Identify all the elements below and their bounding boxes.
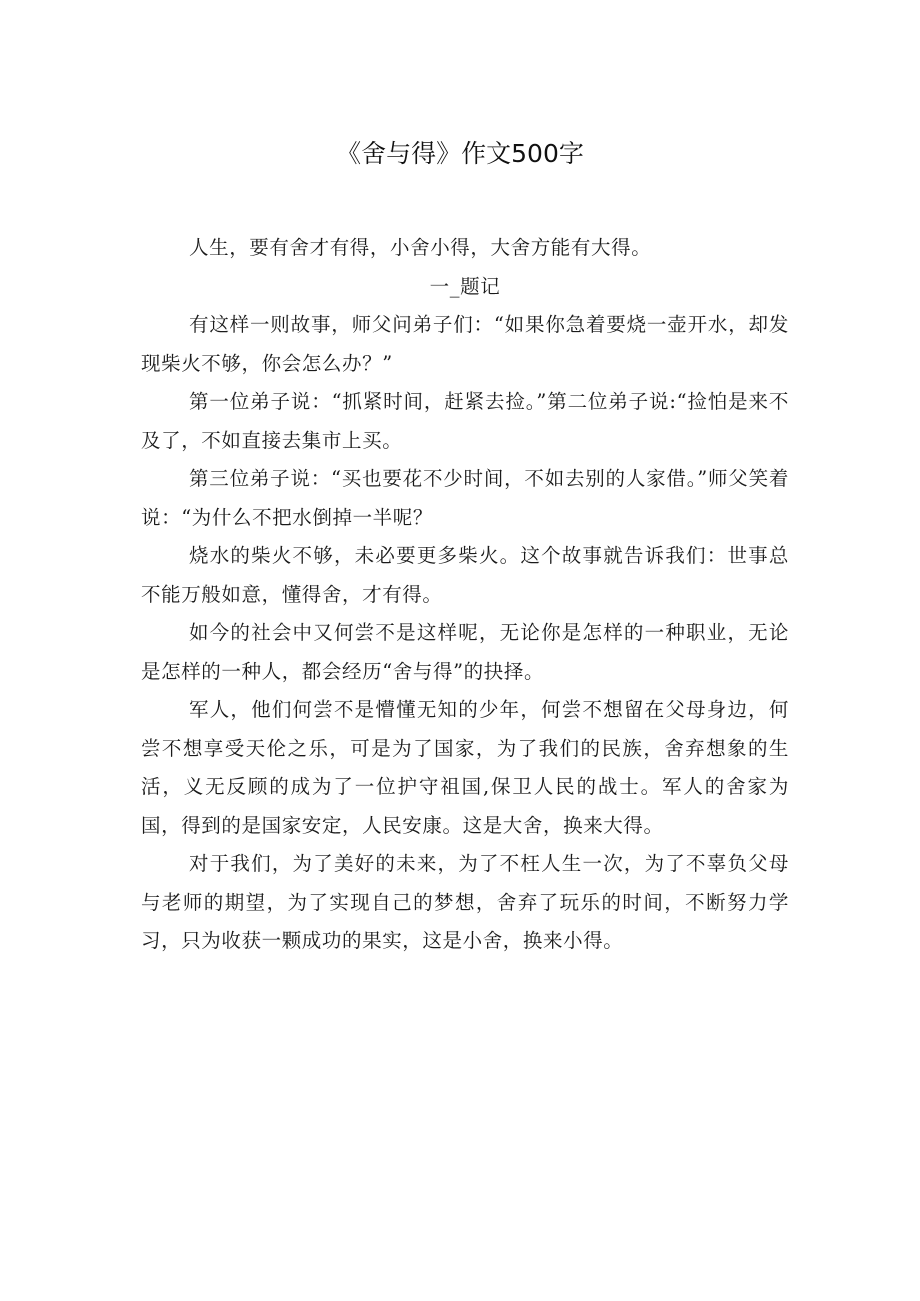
paragraph-first-second-disciple: 第一位弟子说：“抓紧时间，赶紧去捡。”第二位弟子说:“捡怕是来不及了，不如直接去集市上买。 [141, 390, 789, 452]
paragraph-story-moral: 烧水的柴火不够，未必要更多柴火。这个故事就告诉我们：世事总不能万般如意，懂得舍，才有得。 [141, 544, 789, 606]
document-title: 《舍与得》作文500字 [336, 139, 584, 168]
paragraph-story-question: 有这样一则故事，师父问弟子们：“如果你急着要烧一壶开水，却发现柴火不够，你会怎么办？” [141, 313, 789, 375]
paragraph-intro: 人生，要有舍才有得，小舍小得，大舍方能有大得。 [189, 236, 652, 259]
paragraph-society: 如今的社会中又何尝不是这样呢，无论你是怎样的一种职业，无论是怎样的一种人，都会经历“舍与得”的抉择。 [141, 621, 789, 683]
paragraph-students: 对于我们，为了美好的未来，为了不枉人生一次，为了不辜负父母与老师的期望，为了实现自己的梦想，舍弃了玩乐的时间，不断努力学习，只为收获一颗成功的果实，这是小舍，换来小得。 [141, 852, 789, 952]
paragraph-third-disciple: 第三位弟子说：“买也要花不少时间，不如去别的人家借。”师父笑着说：“为什么不把水倒掉一半呢？ [141, 467, 789, 529]
document-body [141, 229, 789, 961]
paragraph-soldiers: 军人，他们何尝不是懵懂无知的少年，何尝不想留在父母身边，何尝不想享受天伦之乐，可是为了国家，为了我们的民族，舍弃想象的生活，义无反顾的成为了一位护守祖国,保卫人民的战士。军人的舍家为国，得到的是国家安定，人民安康。这是大舍，换来大得。 [141, 698, 789, 837]
epigraph-caption: 一_题记 [429, 274, 501, 298]
